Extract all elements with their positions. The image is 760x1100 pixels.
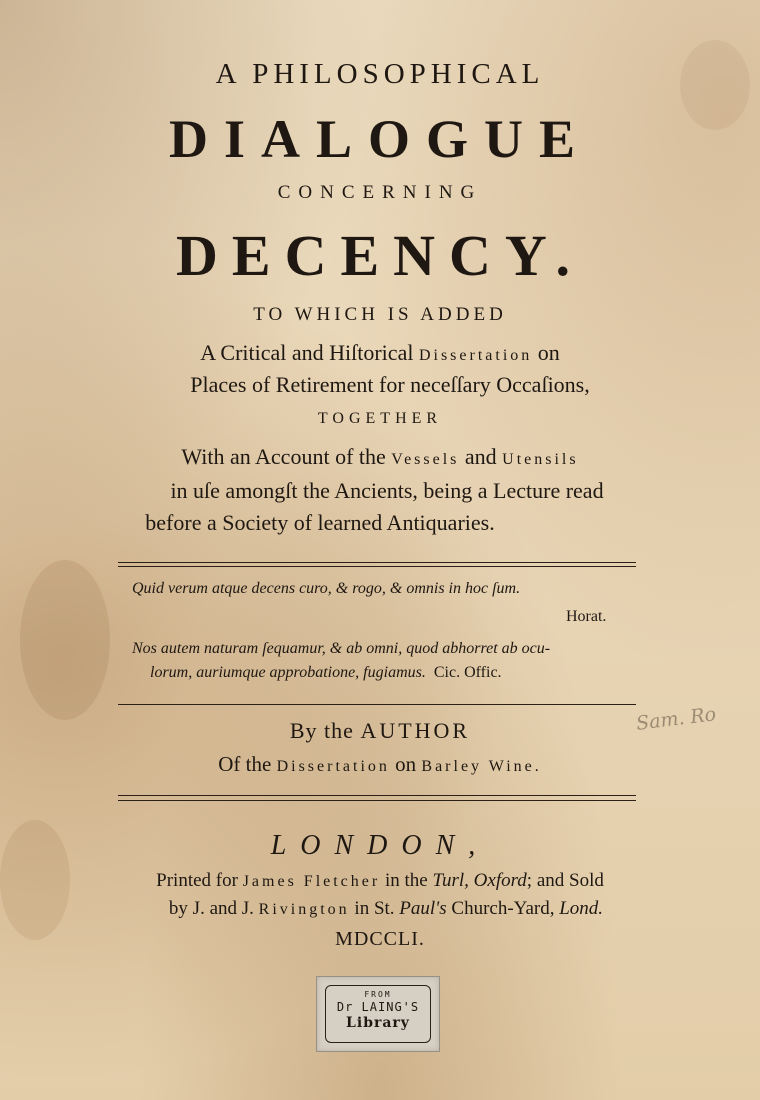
by-j-and-j: by J. and J. [168,898,259,919]
stamp-library: Library [346,1015,410,1031]
marginal-signature: Sam. Ro [634,703,718,735]
account-text: With an Account of the [181,444,392,469]
title-line-decency: DECENCY. [176,223,584,288]
dissertation-smallcaps: Dissertation [418,347,533,364]
stamp-from: FROM [364,990,392,999]
cicero-motto-line-2 [150,664,502,682]
rule-divider [118,795,636,796]
printer-place: Turl, Oxford [432,870,527,891]
stamp-name: Dr LAING'S [336,1000,420,1014]
church-yard: Church-Yard, [446,898,560,919]
imprint-city: LONDON, [270,830,490,861]
rule-divider [118,800,636,801]
seller-name: Rivington [258,901,350,918]
rule-divider [118,562,636,563]
printed-for: Printed for [156,870,243,891]
account-line-2: in uſe amongſt the Ancients, being a Lecture read [170,478,604,503]
of-barley-wine: Barley Wine. [421,758,542,775]
account-vessels: Vessels [391,451,460,468]
rule-divider [118,704,636,705]
dissertation-line-2: Places of Retirement for neceſſary Occaſions, [190,372,590,397]
horace-motto: Quid verum atque decens curo, & rogo, & omnis in hoc ſum. [132,580,521,597]
of-on: on [389,752,422,776]
title-line-concerning: CONCERNING [277,182,483,203]
pauls: Paul's [399,898,447,919]
imprint-line-1 [0,870,760,892]
dissertation-line-1 [0,340,760,366]
author-of-line [0,752,760,777]
added-heading: TO WHICH IS ADDED [253,304,507,325]
printer-name: James Fletcher [242,873,381,890]
foxing-stain [20,560,110,720]
author-word: AUTHOR [360,718,471,743]
rule-divider [118,566,636,567]
library-stamp-frame [325,985,431,1043]
in-st: in St. [349,898,400,919]
dissertation-text: A Critical and Hiſtorical [200,340,419,365]
account-line-1 [0,444,760,470]
of-the: Of the [218,752,277,776]
account-and: and [459,444,503,469]
imprint-date: MDCCLI. [335,928,425,950]
of-dissertation: Dissertation [276,758,390,775]
by-the: By the [289,718,361,743]
together-heading: TOGETHER [317,410,443,427]
cicero-attribution: Cic. Offic. [433,664,502,681]
imprint-line-2 [0,898,760,920]
account-line-3: before a Society of learned Antiquaries. [145,510,495,535]
and-sold: ; and Sold [526,870,604,891]
in-the: in the [380,870,433,891]
horace-attribution: Horat. [566,608,607,625]
cicero-motto-text: lorum, auriumque approbatione, fugiamus. [150,664,426,681]
account-utensils: Utensils [502,451,579,468]
lond: Lond. [559,898,604,919]
dissertation-on: on [532,340,560,365]
cicero-motto-line-1: Nos autem naturam ſequamur, & ab omni, quod abhorret ab ocu- [132,640,551,657]
title-line-philosophical: A PHILOSOPHICAL [215,58,545,90]
title-line-dialogue: DIALOGUE [168,109,592,169]
library-stamp [316,976,440,1052]
